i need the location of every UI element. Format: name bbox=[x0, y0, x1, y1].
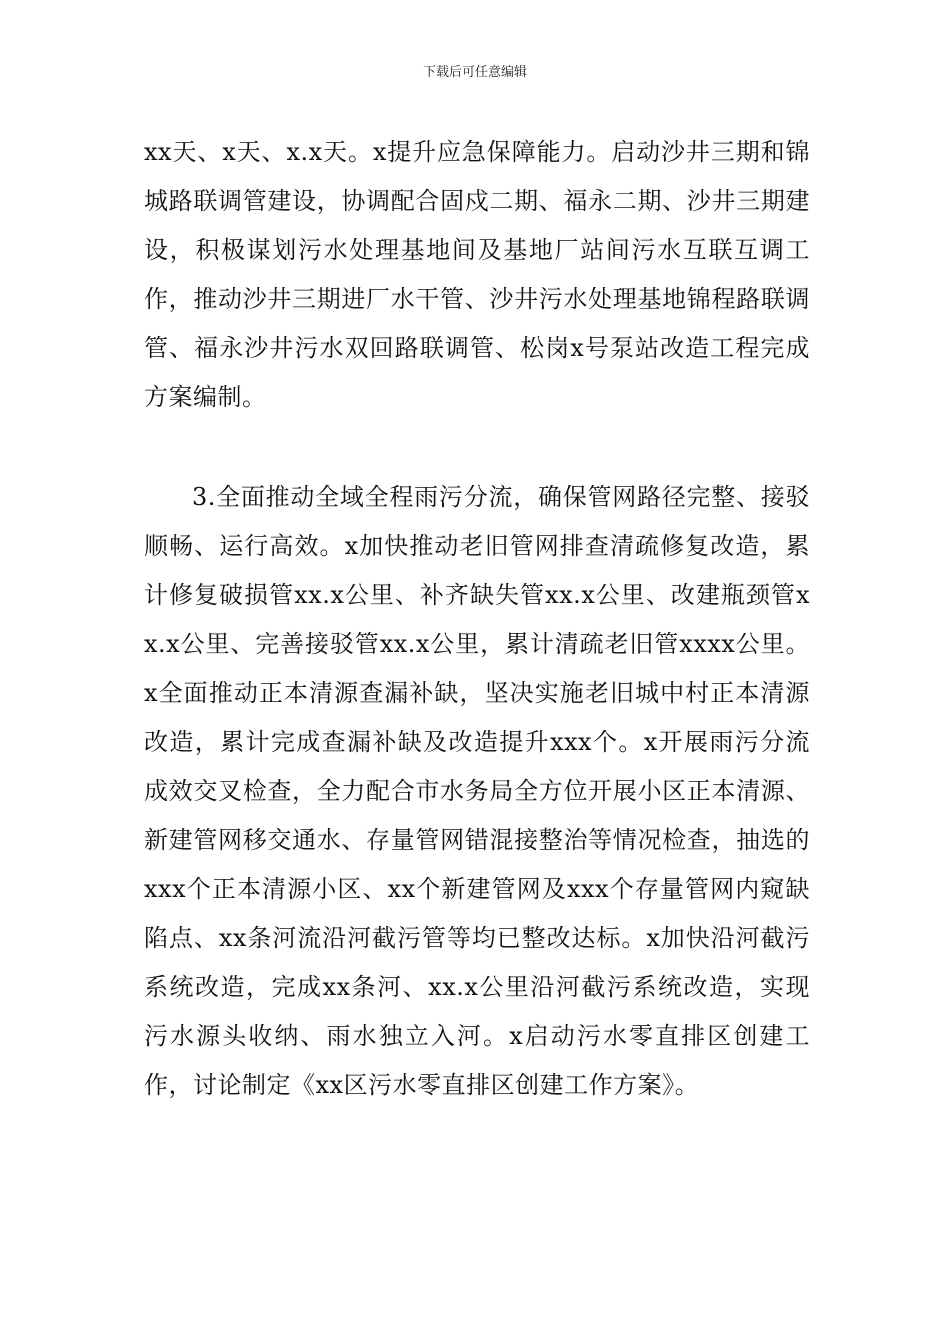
page-header: 下载后可任意编辑 bbox=[422, 65, 527, 80]
body-paragraph-2: 3.全面推动全域全程雨污分流，确保管网路径完整、接驳顺畅、运行高效。x加快推动老旧管网排查清疏修复改造，累计修复破损管xx.x公里、补齐缺失管xx.x公里、改建瓶颈管xx.x公里、完善接驳管xx.x公里，累计清疏老旧管xxxx公里。x全面推动正本清源查漏补缺，坚决实施老旧城中村正本清源改造，累计完成查漏补缺及改造提升xxx个。x开展雨污分流成效交叉检查，全力配合市水务局全方位开展小区正本清源、新建管网移交通水、存量管网错混接整治等情况检查，抽选的xxx个正本清源小区、xx个新建管网及xxx个存量管网内窥缺陷点、xx条河流沿河截污管等均已整改达标。x加快沿河截污系统改造，完成xx条河、xx.x公里沿河截污系统改造，实现污水源头收纳、雨水独立入河。x启动污水零直排区创建工作，讨论制定《xx区污水零直排区创建工作方案》。 bbox=[144, 483, 810, 1099]
body-paragraph-1: xx天、x天、x.x天。x提升应急保障能力。启动沙井三期和锦城路联调管建设，协调配合固戍二期、福永二期、沙井三期建设，积极谋划污水处理基地间及基地厂站间污水互联互调工作，推动沙井三期进厂水干管、沙井污水处理基地锦程路联调管、福永沙井污水双回路联调管、松岗x号泵站改造工程完成方案编制。 bbox=[144, 138, 810, 411]
